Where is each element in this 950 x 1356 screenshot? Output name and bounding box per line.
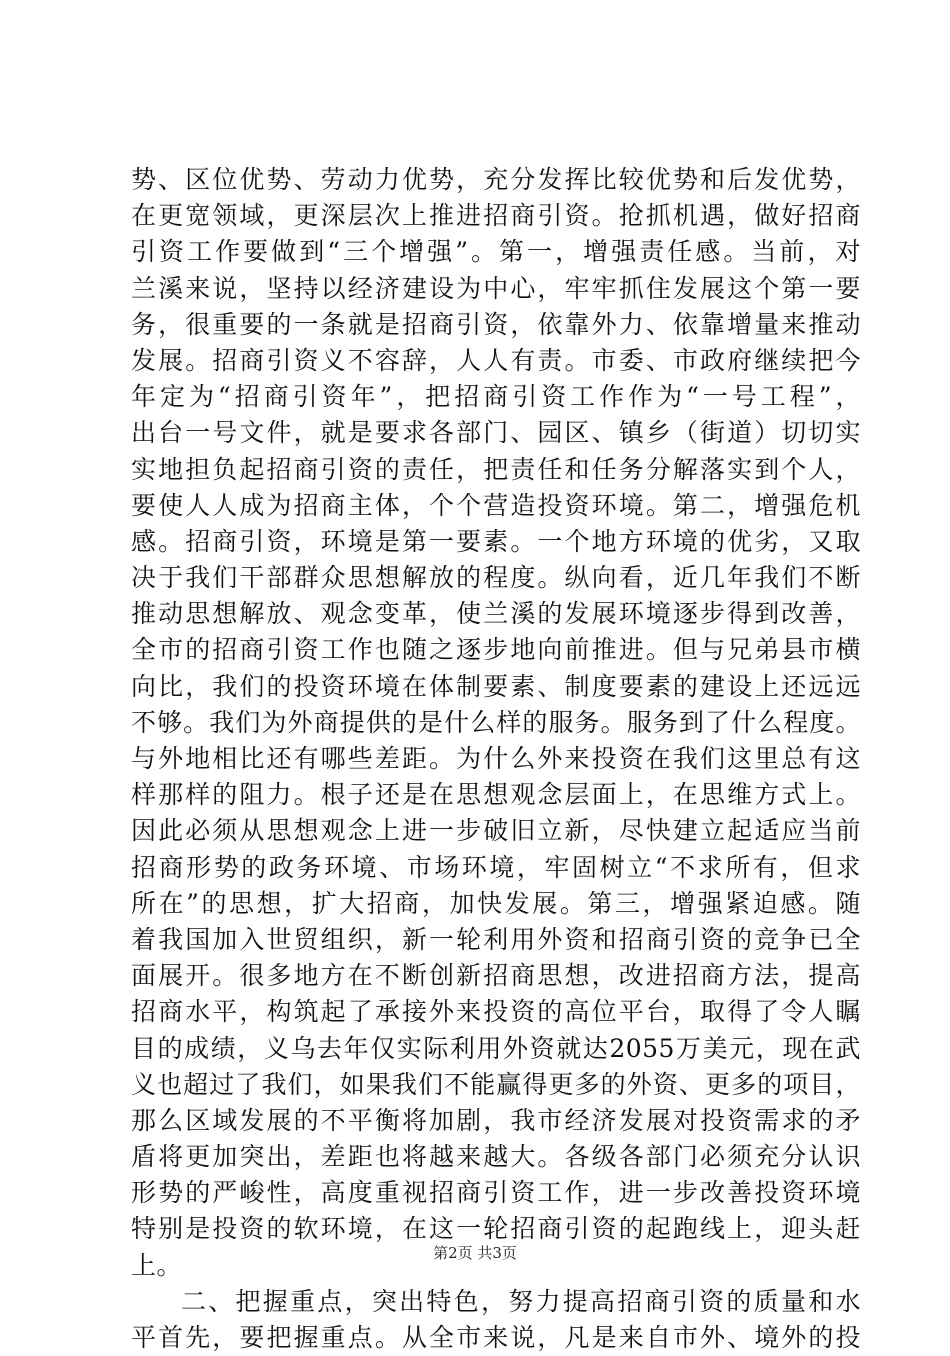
text-line: 着我国加入世贸组织，新一轮利用外资和招商引资的竞争已全: [131, 924, 861, 954]
text-line: 与外地相比还有哪些差距。为什么外来投资在我们这里总有这: [131, 744, 861, 773]
text-line: 所在”的思想，扩大招商，加快发展。第三，增强紧迫感。随: [131, 888, 861, 918]
text-line: 不够。我们为外商提供的是什么样的服务。服务到了什么程度。: [131, 707, 861, 737]
text-line: 因此必须从思想观念上进一步破旧立新，尽快建立起适应当前: [131, 816, 861, 846]
text-line: 义也超过了我们，如果我们不能赢得更多的外资、更多的项目，: [131, 1069, 861, 1099]
text-line: 在更宽领域，更深层次上推进招商引资。抢抓机遇，做好招商: [131, 201, 861, 231]
text-line: 特别是投资的软环境，在这一轮招商引资的起跑线上，迎头赶: [131, 1214, 861, 1244]
text-line: 全市的招商引资工作也随之逐步地向前推进。但与兄弟县市横: [131, 635, 861, 665]
text-line: 样那样的阻力。根子还是在思想观念层面上，在思维方式上。: [131, 780, 861, 810]
text-line: 势、区位优势、劳动力优势，充分发挥比较优势和后发优势，: [131, 165, 861, 194]
body-text: [131, 162, 861, 1356]
text-line: 那么区域发展的不平衡将加剧，我市经济发展对投资需求的矛: [131, 1105, 861, 1135]
text-line: 引资工作要做到“三个增强”。第一，增强责任感。当前，对: [131, 237, 861, 267]
text-line: 推动思想解放、观念变革，使兰溪的发展环境逐步得到改善，: [131, 599, 861, 629]
text-line: 平首先，要把握重点。从全市来说，凡是来自市外、境外的投: [131, 1323, 861, 1352]
text-line: 形势的严峻性，高度重视招商引资工作，进一步改善投资环境: [131, 1178, 861, 1208]
text-line: 要使人人成为招商主体，个个营造投资环境。第二，增强危机: [131, 490, 861, 520]
text-line: 实地担负起招商引资的责任，把责任和任务分解落实到个人，: [131, 454, 861, 484]
text-line: 盾将更加突出，差距也将越来越大。各级各部门必须充分认识: [131, 1142, 861, 1172]
text-line: 招商水平，构筑起了承接外来投资的高位平台，取得了令人瞩: [131, 997, 861, 1027]
text-line: 务，很重要的一条就是招商引资，依靠外力、依靠增量来推动: [131, 309, 861, 339]
text-line: 招商形势的政务环境、市场环境，牢固树立“不求所有，但求: [131, 852, 861, 882]
text-line: 出台一号文件，就是要求各部门、园区、镇乡（街道）切切实: [131, 418, 861, 448]
section-heading-line: 二、把握重点，突出特色，努力提高招商引资的质量和水: [181, 1286, 861, 1316]
text-line: 年定为“招商引资年”，把招商引资工作作为“一号工程”，: [131, 382, 861, 412]
text-line: 感。招商引资，环境是第一要素。一个地方环境的优劣，又取: [131, 526, 861, 556]
text-line: 向比，我们的投资环境在体制要素、制度要素的建设上还远远: [131, 671, 861, 701]
text-line: 决于我们干部群众思想解放的程度。纵向看，近几年我们不断: [131, 563, 861, 593]
text-line: 兰溪来说，坚持以经济建设为中心，牢牢抓住发展这个第一要: [131, 273, 861, 303]
text-line: 面展开。很多地方在不断创新招商思想，改进招商方法，提高: [131, 961, 861, 991]
page-number-footer: 第2页 共3页: [433, 1244, 517, 1262]
text-line: 目的成绩，义乌去年仅实际利用外资就达2055万美元，现在武: [131, 1033, 861, 1063]
text-line: 上。: [131, 1250, 183, 1280]
text-line: 发展。招商引资义不容辞，人人有责。市委、市政府继续把今: [131, 345, 861, 375]
